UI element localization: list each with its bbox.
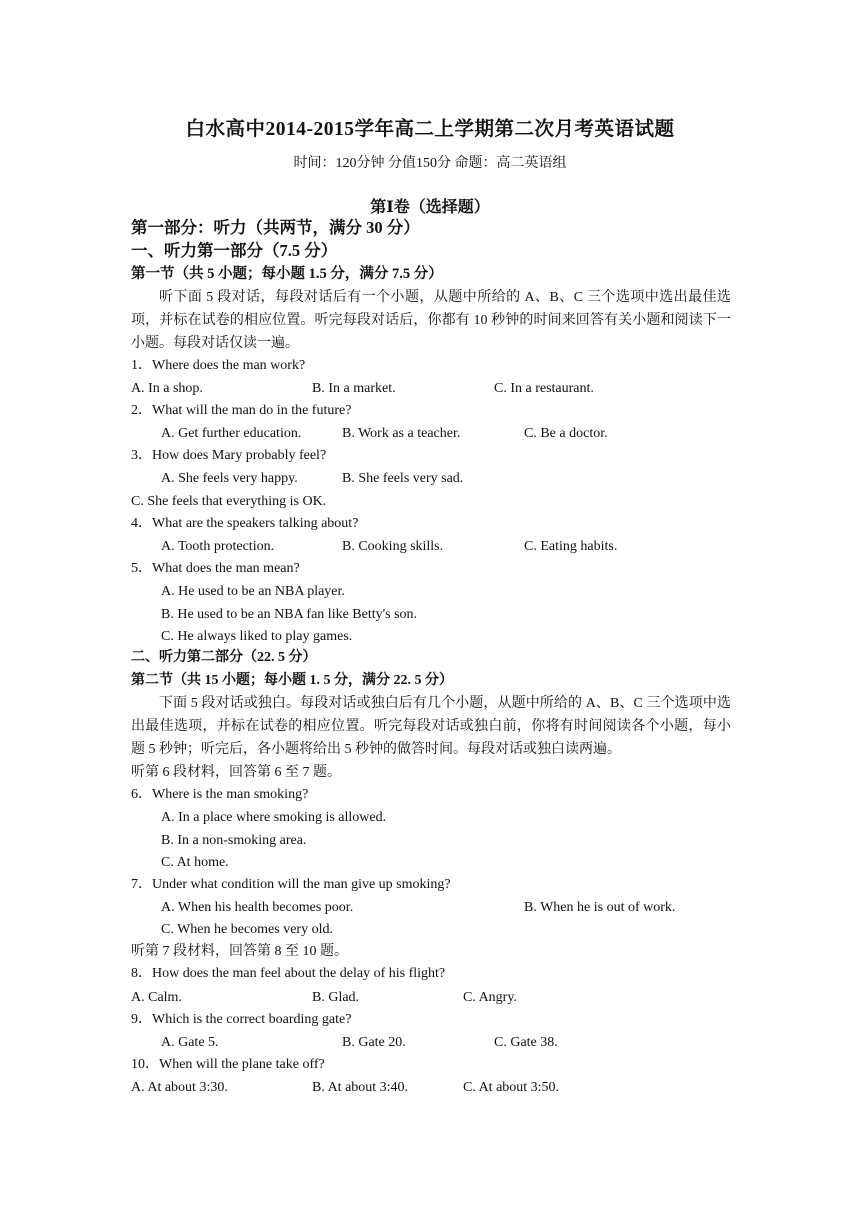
question-8-stem: 8．How does the man feel about the delay of his flight? xyxy=(131,966,446,981)
exam-subtitle: 时间：120分钟 分值150分 命题：高二英语组 xyxy=(293,156,567,171)
question-10-option-a: A. At about 3:30. xyxy=(131,1080,228,1095)
question-7-option-b: B. When he is out of work. xyxy=(524,900,676,915)
material-7-note: 听第 7 段材料，回答第 8 至 10 题。 xyxy=(131,944,348,959)
question-9-option-a: A. Gate 5. xyxy=(161,1035,219,1050)
question-4-stem: 4．What are the speakers talking about? xyxy=(131,516,359,531)
question-6-option-c: C. At home. xyxy=(161,855,229,870)
question-4-option-a: A. Tooth protection. xyxy=(161,539,275,554)
question-2-option-b: B. Work as a teacher. xyxy=(342,426,461,441)
question-4-option-c: C. Eating habits. xyxy=(524,539,618,554)
question-1-option-a: A. In a shop. xyxy=(131,381,203,396)
question-5-option-a: A. He used to be an NBA player. xyxy=(161,584,345,599)
question-9-stem: 9．Which is the correct boarding gate? xyxy=(131,1012,352,1027)
exam-title: 白水高中2014-2015学年高二上学期第二次月考英语试题 xyxy=(185,119,675,140)
question-3-option-b: B. She feels very sad. xyxy=(342,471,464,486)
question-7-option-a: A. When his health becomes poor. xyxy=(161,900,354,915)
part1-heading: 第一部分：听力（共两节，满分 30 分） xyxy=(131,218,420,237)
question-8-option-c: C. Angry. xyxy=(463,990,517,1005)
section2-heading: 第二节（共 15 小题；每小题 1. 5 分，满分 22. 5 分） xyxy=(131,673,453,688)
material-6-note: 听第 6 段材料，回答第 6 至 7 题。 xyxy=(131,765,341,780)
question-2-option-a: A. Get further education. xyxy=(161,426,302,441)
question-10-option-c: C. At about 3:50. xyxy=(463,1080,560,1095)
section1-instructions: 听下面 5 段对话，每段对话后有一个小题，从题中所给的 A、B、C 三个选项中选出最佳选项，并标在试卷的相应位置。听完每段对话后，你都有 10 秒钟的时间来回答有关小题和阅读下一小题。每段对话仅读一遍。 xyxy=(131,290,731,351)
question-4-option-b: B. Cooking skills. xyxy=(342,539,444,554)
question-1-stem: 1．Where does the man work? xyxy=(131,358,306,373)
question-5-option-b: B. He used to be an NBA fan like Betty's son. xyxy=(161,607,418,622)
question-5-stem: 5．What does the man mean? xyxy=(131,561,300,576)
volume-title: 第Ⅰ卷（选择题） xyxy=(370,199,490,216)
question-6-stem: 6．Where is the man smoking? xyxy=(131,787,309,802)
listening-part1-heading: 一、听力第一部分（7.5 分） xyxy=(131,241,338,260)
question-2-stem: 2．What will the man do in the future? xyxy=(131,403,352,418)
question-10-stem: 10．When will the plane take off? xyxy=(131,1057,325,1072)
section2-instructions: 下面 5 段对话或独白。每段对话或独白后有几个小题，从题中所给的 A、B、C 三个选项中选出最佳选项，并标在试卷的相应位置。听完每段对话或独白前，你将有时间阅读各个小题，每小题 5 秒钟；听完后，各小题将给出 5 秒钟的做答时间。每段对话或独白读两遍。 xyxy=(131,696,731,757)
section1-heading: 第一节（共 5 小题；每小题 1.5 分，满分 7.5 分） xyxy=(131,266,443,282)
question-5-option-c: C. He always liked to play games. xyxy=(161,629,353,644)
listening-part2-heading: 二、听力第二部分（22. 5 分） xyxy=(131,650,317,665)
question-6-option-b: B. In a non-smoking area. xyxy=(161,833,307,848)
question-3-stem: 3．How does Mary probably feel? xyxy=(131,448,327,463)
question-8-option-a: A. Calm. xyxy=(131,990,182,1005)
question-3-option-a: A. She feels very happy. xyxy=(161,471,298,486)
question-3-option-c: C. She feels that everything is OK. xyxy=(131,494,327,509)
question-9-option-c: C. Gate 38. xyxy=(494,1035,558,1050)
question-7-option-c: C. When he becomes very old. xyxy=(161,922,333,937)
question-10-option-b: B. At about 3:40. xyxy=(312,1080,409,1095)
question-1-option-c: C. In a restaurant. xyxy=(494,381,594,396)
question-6-option-a: A. In a place where smoking is allowed. xyxy=(161,810,387,825)
question-8-option-b: B. Glad. xyxy=(312,990,360,1005)
question-1-option-b: B. In a market. xyxy=(312,381,396,396)
question-9-option-b: B. Gate 20. xyxy=(342,1035,406,1050)
question-7-stem: 7．Under what condition will the man give up smoking? xyxy=(131,877,451,892)
question-2-option-c: C. Be a doctor. xyxy=(524,426,608,441)
